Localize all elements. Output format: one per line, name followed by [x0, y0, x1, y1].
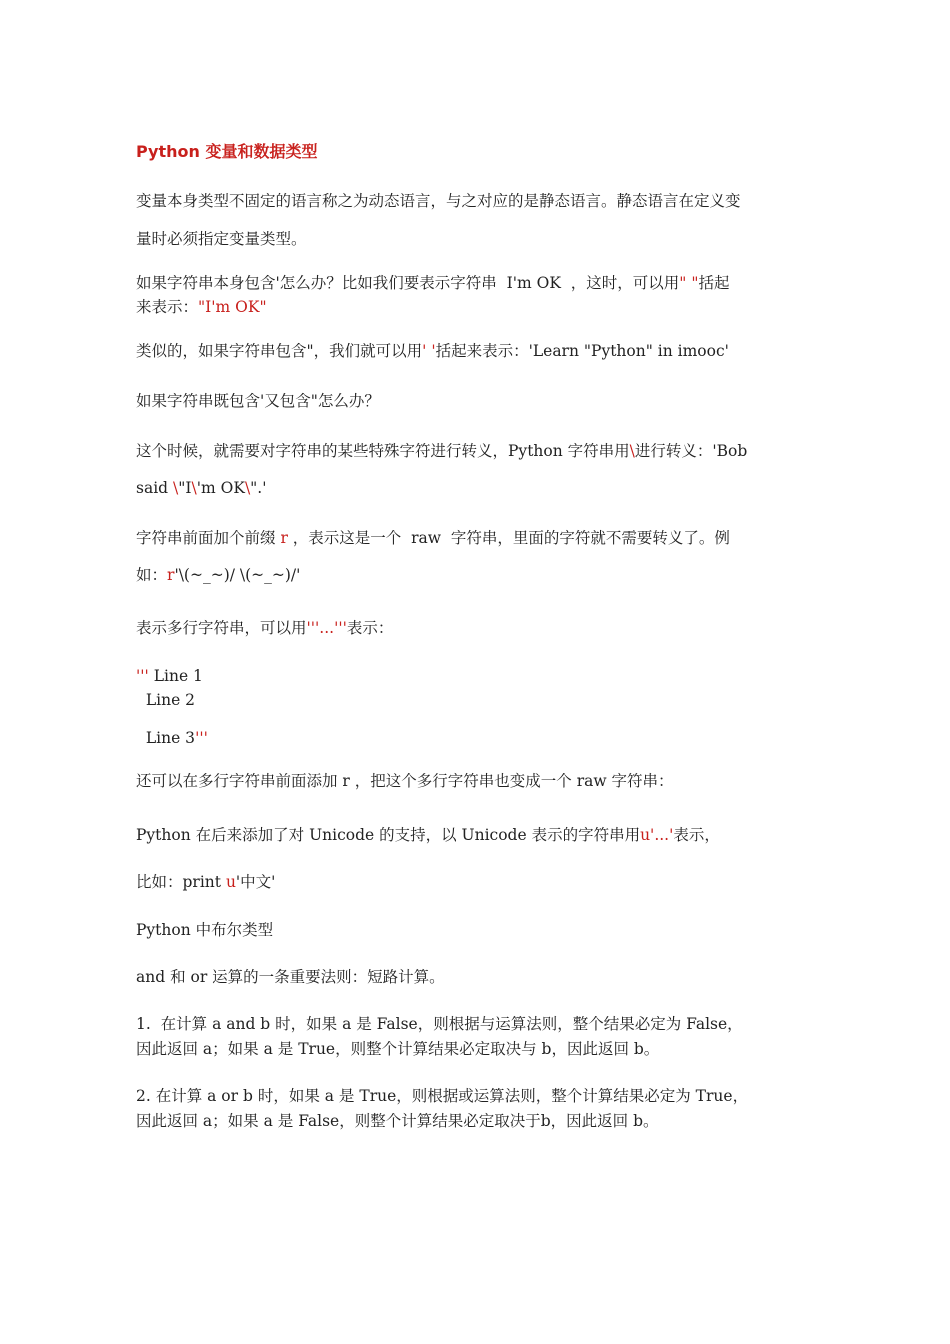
text-line	[136, 920, 273, 940]
text-segment: Line 1	[148, 667, 203, 685]
text-segment: 这个时候，就需要对字符串的某些特殊字符进行转义，Python 字符串用	[136, 442, 630, 460]
highlighted-code: r	[280, 529, 288, 547]
text-line	[136, 1014, 743, 1034]
highlighted-code: '''	[195, 729, 208, 747]
text-segment: 量时必须指定变量类型。	[136, 230, 307, 248]
text-segment: ".'	[250, 479, 267, 497]
text-segment: 'm OK	[196, 479, 245, 497]
text-line	[136, 528, 730, 548]
highlighted-code: " "	[679, 274, 699, 292]
text-segment: Line 3	[136, 729, 196, 747]
text-line	[136, 771, 674, 791]
text-segment: 1. 在计算 a and b 时，如果 a 是 False，则根据与运算法则，整个结果必定为 False，	[136, 1015, 743, 1033]
text-line	[136, 273, 729, 293]
document-title: Python 变量和数据类型	[136, 142, 318, 161]
highlighted-code: \	[173, 479, 179, 497]
text-segment: 还可以在多行字符串前面添加 r ，把这个多行字符串也变成一个 raw 字符串：	[136, 772, 674, 790]
text-segment: 比如：print	[136, 873, 226, 891]
text-segment: 如果字符串既包含'又包含"怎么办？	[136, 392, 380, 410]
highlighted-code: u'...'	[640, 826, 674, 844]
text-line	[136, 1039, 659, 1059]
text-segment: 字符串前面加个前缀	[136, 529, 281, 547]
text-line	[136, 297, 267, 317]
text-segment: 变量本身类型不固定的语言称之为动态语言，与之对应的是静态语言。静态语言在定义变	[136, 192, 741, 210]
text-line	[136, 825, 720, 845]
text-segment: 表示：	[346, 619, 394, 637]
text-line	[136, 872, 275, 892]
text-segment: 括起来表示：'Learn "Python" in imooc'	[435, 342, 729, 360]
highlighted-code: r	[167, 566, 175, 584]
text-segment: 进行转义：'Bob	[634, 442, 748, 460]
text-segment: Python 在后来添加了对 Unicode 的支持，以 Unicode 表示的字符串用	[136, 826, 641, 844]
text-line	[136, 728, 208, 748]
text-segment: 因此返回 a；如果 a 是 True，则整个计算结果必定取决与 b，因此返回 b。	[136, 1040, 660, 1058]
text-segment: 类似的，如果字符串包含"，我们就可以用	[136, 342, 423, 360]
text-line	[136, 618, 393, 638]
text-line	[136, 229, 307, 249]
text-segment: "I	[178, 479, 192, 497]
text-segment: said	[136, 479, 174, 497]
text-segment: 表示，	[673, 826, 720, 844]
highlighted-code: \	[244, 479, 251, 497]
text-segment: ，表示这是一个 raw 字符串，里面的字符就不需要转义了。例	[287, 529, 730, 547]
highlighted-code: \	[629, 442, 635, 460]
highlighted-code: '''...'''	[306, 619, 347, 637]
highlighted-code: u	[225, 873, 236, 891]
text-segment: 表示多行字符串，可以用	[136, 619, 307, 637]
text-segment: 来表示：	[136, 298, 199, 316]
text-segment: '中文'	[235, 873, 276, 891]
text-line	[136, 191, 741, 211]
text-segment: 如果字符串本身包含'怎么办？比如我们要表示字符串 I'm OK ，这时，可以用	[136, 274, 680, 292]
text-line	[136, 565, 300, 585]
text-line	[136, 1086, 748, 1106]
text-line	[136, 391, 380, 411]
highlighted-code: '''	[136, 667, 149, 685]
text-line	[136, 967, 445, 987]
text-segment: and 和 or 运算的一条重要法则：短路计算。	[136, 968, 445, 986]
text-segment: 括起	[698, 274, 730, 292]
text-line	[136, 478, 267, 498]
text-line	[136, 341, 729, 361]
highlighted-code: "I'm OK"	[198, 298, 267, 316]
text-segment: 因此返回 a；如果 a 是 False，则整个计算结果必定取决于b，因此返回 b。	[136, 1112, 659, 1130]
text-segment: Python 中布尔类型	[136, 921, 274, 939]
text-segment: '\(~_~)/ \(~_~)/'	[174, 566, 301, 584]
text-segment: 2. 在计算 a or b 时，如果 a 是 True，则根据或运算法则，整个计算结果必定为 True，	[136, 1087, 749, 1105]
text-line	[136, 666, 203, 686]
text-line	[136, 1111, 659, 1131]
text-line	[136, 690, 195, 710]
highlighted-code: ' '	[422, 342, 436, 360]
text-line	[136, 441, 747, 461]
highlighted-code: \	[191, 479, 197, 497]
text-segment: 如：	[136, 566, 168, 584]
text-segment: Line 2	[136, 691, 196, 709]
